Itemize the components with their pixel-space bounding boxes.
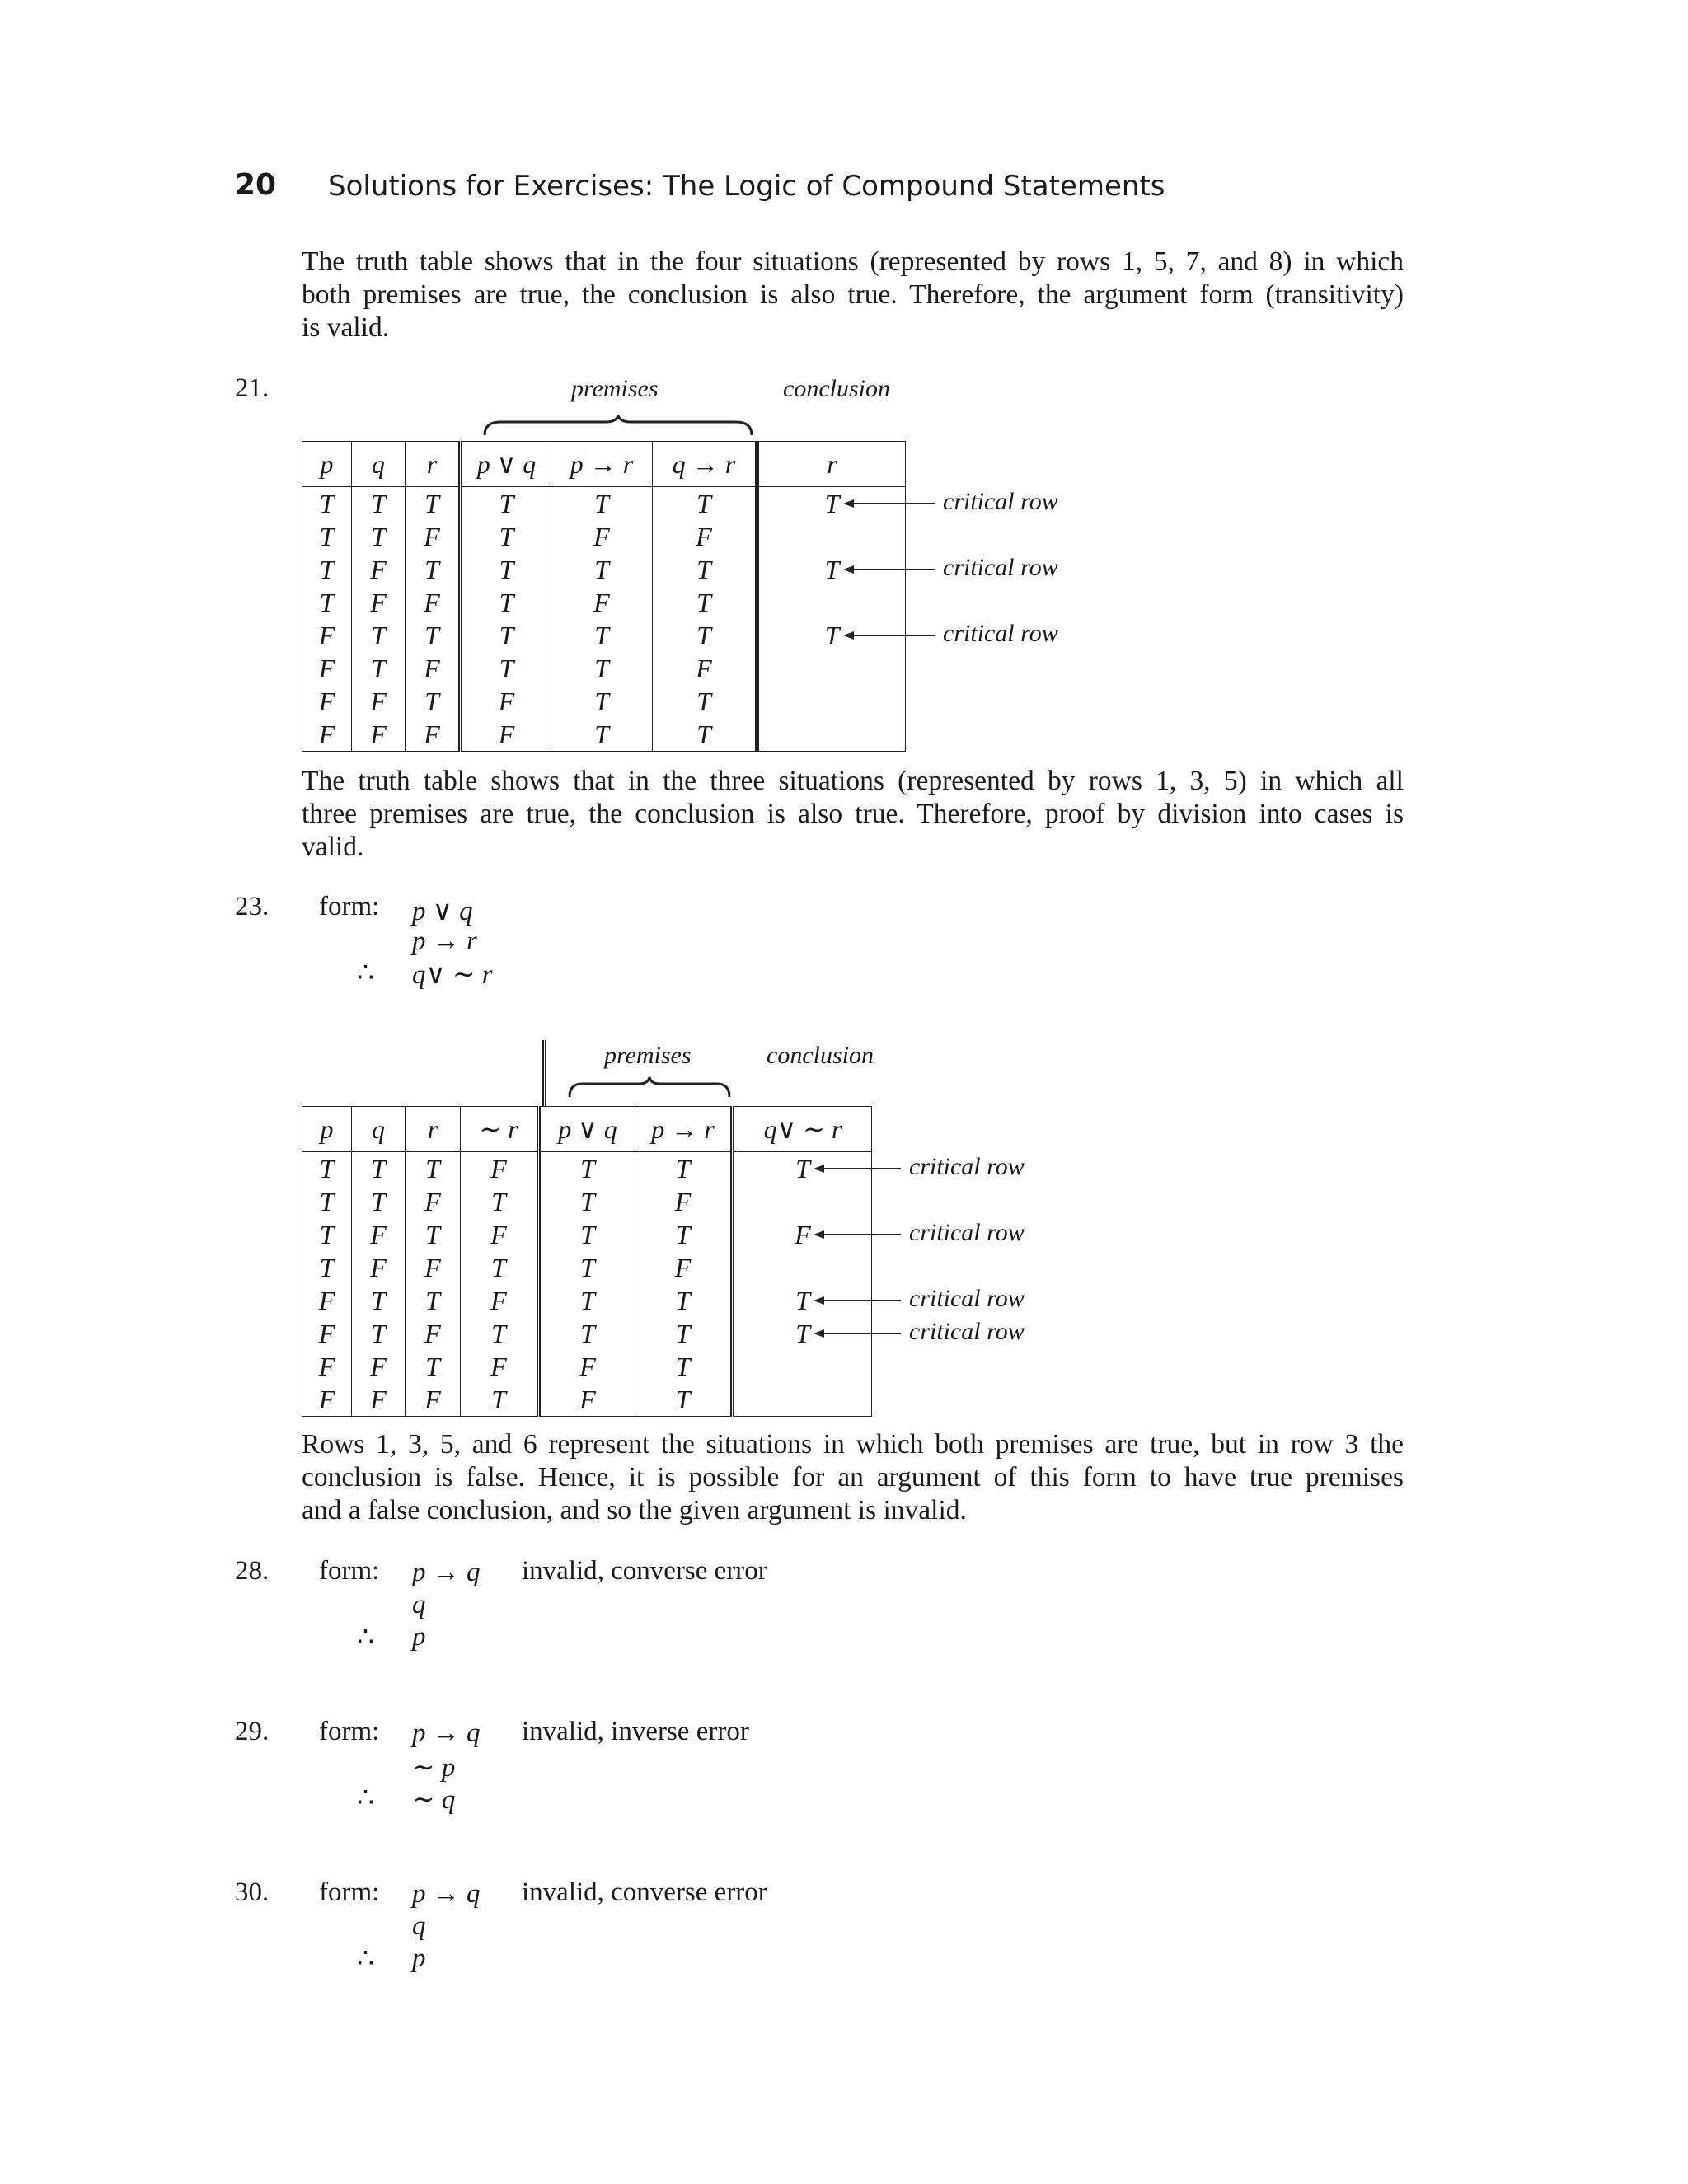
ex21-cell: T — [461, 586, 551, 619]
ex21-cell: F — [406, 586, 461, 619]
critical-row-label: critical row — [909, 1318, 1025, 1345]
table-row — [302, 1185, 872, 1218]
ex23-line-2: conclusion is false. Hence, it is possible for an argument of this form to have true premises — [302, 1462, 1404, 1493]
ex21-cell: T — [406, 619, 461, 652]
ex23-cell: T — [539, 1185, 635, 1218]
ex23-cell: F — [406, 1317, 461, 1350]
ex29-line-3: ∼ q — [412, 1785, 456, 1815]
critical-row-arrow-icon — [814, 1292, 904, 1309]
ex21-line-1: The truth table shows that in the three situations (represented by rows 1, 3, 5) in which all — [302, 766, 1404, 796]
ex21-cell: F — [653, 652, 757, 685]
ex21-cell: T — [352, 619, 406, 652]
ex21-cell: T — [461, 619, 551, 652]
ex23-cell — [733, 1185, 872, 1218]
ex23-cell: T — [539, 1218, 635, 1251]
intro-line-1: The truth table shows that in the four situations (represented by rows 1, 5, 7, and 8) in which — [302, 246, 1404, 277]
ex23-header-cell: p — [302, 1107, 352, 1152]
ex23-cell — [733, 1350, 872, 1383]
ex21-cell: F — [551, 586, 653, 619]
table-row — [302, 685, 906, 718]
table-row — [302, 520, 906, 553]
exercise-29-number: 29. — [235, 1717, 270, 1746]
ex23-form-line-3: q∨ ∼ r — [412, 960, 493, 990]
ex23-cell: F — [406, 1185, 461, 1218]
ex23-header-cell: r — [406, 1107, 461, 1152]
ex23-cell: T — [635, 1350, 733, 1383]
ex29-line-2: ∼ p — [412, 1753, 456, 1783]
ex21-header-cell: p → r — [551, 442, 653, 487]
ex21-header-cell: p ∨ q — [461, 442, 551, 487]
ex21-cell — [757, 718, 906, 752]
ex23-cell: T — [352, 1284, 406, 1317]
ex21-cell: T — [551, 487, 653, 521]
ex23-cell: T — [733, 1317, 872, 1350]
ex21-cell: T — [653, 685, 757, 718]
ex23-cell: F — [302, 1317, 352, 1350]
ex23-cell: T — [406, 1350, 461, 1383]
intro-paragraph — [302, 246, 1404, 344]
critical-row-arrow-icon — [843, 627, 939, 644]
ex21-cell — [757, 520, 906, 553]
ex23-cell: T — [461, 1317, 539, 1350]
ex23-premises-brace — [567, 1076, 732, 1100]
ex23-line-3: and a false conclusion, and so the given argument is invalid. — [302, 1495, 967, 1526]
exercise-28-number: 28. — [235, 1556, 270, 1586]
ex28-note: invalid, converse error — [522, 1556, 767, 1586]
ex28-line-1: p → q — [412, 1558, 481, 1587]
ex21-header-cell: r — [406, 442, 461, 487]
ex23-cell: T — [539, 1317, 635, 1350]
ex23-form-line-1: p ∨ q — [412, 897, 473, 926]
ex29-therefore-icon: ∴ — [357, 1783, 374, 1813]
ex23-cell: F — [461, 1350, 539, 1383]
ex21-cell: F — [653, 520, 757, 553]
ex23-separator-rule — [542, 1040, 548, 1106]
ex21-cell: F — [406, 520, 461, 553]
ex23-cell: F — [352, 1251, 406, 1284]
ex23-cell: T — [302, 1185, 352, 1218]
ex21-cell: T — [653, 718, 757, 752]
ex28-form-label: form: — [319, 1556, 380, 1586]
ex23-cell: T — [461, 1185, 539, 1218]
ex23-cell: F — [461, 1284, 539, 1317]
ex23-cell: T — [302, 1251, 352, 1284]
ex23-cell: T — [352, 1152, 406, 1186]
ex23-premises-label: premises — [604, 1042, 692, 1069]
critical-row-label: critical row — [909, 1152, 1025, 1180]
table-row — [302, 1317, 872, 1350]
ex23-cell: T — [635, 1383, 733, 1417]
ex21-premises-label: premises — [571, 375, 659, 402]
exercise-21-number: 21. — [235, 373, 270, 403]
ex21-cell: T — [653, 586, 757, 619]
ex21-cell: T — [352, 652, 406, 685]
ex23-paragraph — [302, 1428, 1404, 1527]
ex23-cell: F — [302, 1350, 352, 1383]
ex30-line-2: q — [412, 1911, 426, 1941]
ex21-cell: T — [302, 520, 352, 553]
ex21-cell: T — [653, 487, 757, 521]
ex23-cell: T — [733, 1284, 872, 1317]
ex23-cell: F — [302, 1284, 352, 1317]
ex23-cell: T — [302, 1152, 352, 1186]
ex21-header-cell: r — [757, 442, 906, 487]
running-title: Solutions for Exercises: The Logic of Compound Statements — [328, 170, 1165, 203]
ex21-cell: F — [352, 685, 406, 718]
exercise-30-number: 30. — [235, 1877, 270, 1907]
critical-row-label: critical row — [943, 554, 1058, 581]
ex21-cell: T — [551, 685, 653, 718]
ex21-truth-table — [302, 441, 906, 752]
exercise-23-number: 23. — [235, 892, 270, 921]
ex21-cell: F — [352, 586, 406, 619]
ex28-therefore-icon: ∴ — [357, 1623, 374, 1652]
ex21-cell: T — [551, 619, 653, 652]
ex23-header-cell: q — [352, 1107, 406, 1152]
ex21-header-row — [302, 442, 906, 487]
table-row — [302, 553, 906, 586]
ex21-cell: T — [461, 487, 551, 521]
ex21-cell: T — [653, 619, 757, 652]
ex23-cell: F — [635, 1251, 733, 1284]
ex23-cell: T — [352, 1185, 406, 1218]
ex23-cell: T — [406, 1284, 461, 1317]
ex21-cell: F — [461, 718, 551, 752]
ex21-cell: T — [757, 553, 906, 586]
ex23-cell: T — [635, 1152, 733, 1186]
ex21-cell: F — [461, 685, 551, 718]
critical-row-arrow-icon — [843, 495, 939, 512]
ex21-cell: T — [757, 619, 906, 652]
ex21-line-2: three premises are true, the conclusion is also true. Therefore, proof by division into cases is — [302, 799, 1404, 829]
ex23-cell: T — [352, 1317, 406, 1350]
table-row — [302, 1218, 872, 1251]
ex21-cell: T — [302, 487, 352, 521]
ex21-cell: T — [551, 652, 653, 685]
ex23-cell — [733, 1383, 872, 1417]
ex30-therefore-icon: ∴ — [357, 1944, 374, 1974]
critical-row-arrow-icon — [814, 1325, 904, 1342]
ex21-cell — [757, 685, 906, 718]
ex21-cell: T — [461, 652, 551, 685]
ex23-cell: T — [406, 1152, 461, 1186]
table-row — [302, 619, 906, 652]
ex23-cell: F — [406, 1251, 461, 1284]
ex21-cell: T — [406, 487, 461, 521]
ex21-cell: T — [461, 520, 551, 553]
ex21-cell — [757, 586, 906, 619]
critical-row-arrow-icon — [843, 561, 939, 578]
ex23-header-cell: p → r — [635, 1107, 733, 1152]
ex23-cell: F — [539, 1350, 635, 1383]
critical-row-label: critical row — [943, 620, 1058, 647]
ex21-premises-brace — [482, 414, 754, 438]
table-row — [302, 1251, 872, 1284]
ex29-form-label: form: — [319, 1717, 380, 1746]
ex23-line-1: Rows 1, 3, 5, and 6 represent the situations in which both premises are true, but in row 3 the — [302, 1429, 1404, 1460]
ex21-cell: T — [302, 553, 352, 586]
ex21-cell: F — [406, 652, 461, 685]
ex30-line-1: p → q — [412, 1879, 481, 1909]
ex23-cell — [733, 1251, 872, 1284]
ex21-header-cell: q → r — [653, 442, 757, 487]
critical-row-label: critical row — [909, 1285, 1025, 1312]
ex23-cell: F — [406, 1383, 461, 1417]
ex23-form-line-2: p → r — [412, 926, 477, 956]
ex21-line-3: valid. — [302, 832, 364, 862]
ex21-cell: F — [551, 520, 653, 553]
ex23-cell: F — [461, 1152, 539, 1186]
ex21-cell: T — [551, 718, 653, 752]
ex23-cell: F — [352, 1383, 406, 1417]
table-row — [302, 487, 906, 521]
ex23-cell: T — [635, 1284, 733, 1317]
ex21-header-cell: p — [302, 442, 352, 487]
ex23-cell: T — [635, 1218, 733, 1251]
ex23-cell: F — [733, 1218, 872, 1251]
table-row — [302, 1284, 872, 1317]
ex21-cell: F — [302, 685, 352, 718]
ex30-line-3: p — [412, 1943, 426, 1973]
ex21-cell: T — [757, 487, 906, 521]
ex29-note: invalid, inverse error — [522, 1717, 749, 1746]
table-row — [302, 1383, 872, 1417]
critical-row-arrow-icon — [814, 1226, 904, 1243]
ex21-cell: T — [461, 553, 551, 586]
ex21-cell: T — [352, 520, 406, 553]
ex28-line-2: q — [412, 1590, 426, 1619]
ex21-cell: F — [352, 553, 406, 586]
ex23-header-cell: p ∨ q — [539, 1107, 635, 1152]
ex23-header-row — [302, 1107, 872, 1152]
ex21-cell — [757, 652, 906, 685]
intro-line-3: is valid. — [302, 312, 390, 343]
ex21-cell: F — [406, 718, 461, 752]
ex23-cell: F — [461, 1218, 539, 1251]
ex21-cell: T — [406, 685, 461, 718]
intro-line-2: both premises are true, the conclusion is also true. Therefore, the argument form (transitivity) — [302, 279, 1404, 310]
table-row — [302, 1152, 872, 1186]
table-row — [302, 1350, 872, 1383]
ex21-cell: T — [653, 553, 757, 586]
ex21-conclusion-label: conclusion — [783, 375, 890, 402]
ex23-form-label: form: — [319, 892, 380, 921]
ex23-cell: T — [539, 1284, 635, 1317]
ex23-cell: F — [302, 1383, 352, 1417]
table-row — [302, 718, 906, 752]
ex21-cell: T — [352, 487, 406, 521]
ex23-cell: T — [539, 1251, 635, 1284]
ex28-line-3: p — [412, 1622, 426, 1652]
table-row — [302, 586, 906, 619]
page-number: 20 — [235, 168, 277, 202]
critical-row-label: critical row — [943, 487, 1058, 515]
ex23-header-cell: ∼ r — [461, 1107, 539, 1152]
ex23-cell: T — [302, 1218, 352, 1251]
ex23-cell: T — [539, 1152, 635, 1186]
table-row — [302, 652, 906, 685]
ex23-cell: F — [539, 1383, 635, 1417]
ex21-cell: F — [302, 619, 352, 652]
ex21-cell: F — [302, 652, 352, 685]
ex21-cell: T — [302, 586, 352, 619]
ex23-conclusion-label: conclusion — [767, 1042, 874, 1069]
ex23-truth-table — [302, 1106, 872, 1417]
ex23-cell: T — [461, 1383, 539, 1417]
ex21-paragraph — [302, 765, 1404, 864]
ex21-cell: T — [406, 553, 461, 586]
ex29-line-1: p → q — [412, 1718, 481, 1748]
ex21-cell: T — [551, 553, 653, 586]
ex21-header-cell: q — [352, 442, 406, 487]
ex23-cell: F — [352, 1350, 406, 1383]
ex23-cell: F — [352, 1218, 406, 1251]
ex30-form-label: form: — [319, 1877, 380, 1907]
ex23-cell: T — [733, 1152, 872, 1186]
ex23-cell: F — [635, 1185, 733, 1218]
ex21-cell: F — [352, 718, 406, 752]
ex23-header-cell: q∨ ∼ r — [733, 1107, 872, 1152]
critical-row-arrow-icon — [814, 1160, 904, 1177]
ex23-cell: T — [406, 1218, 461, 1251]
ex21-cell: F — [302, 718, 352, 752]
ex23-cell: T — [461, 1251, 539, 1284]
ex23-therefore-icon: ∴ — [357, 958, 374, 988]
critical-row-label: critical row — [909, 1219, 1025, 1246]
ex23-cell: T — [635, 1317, 733, 1350]
ex30-note: invalid, converse error — [522, 1877, 767, 1907]
